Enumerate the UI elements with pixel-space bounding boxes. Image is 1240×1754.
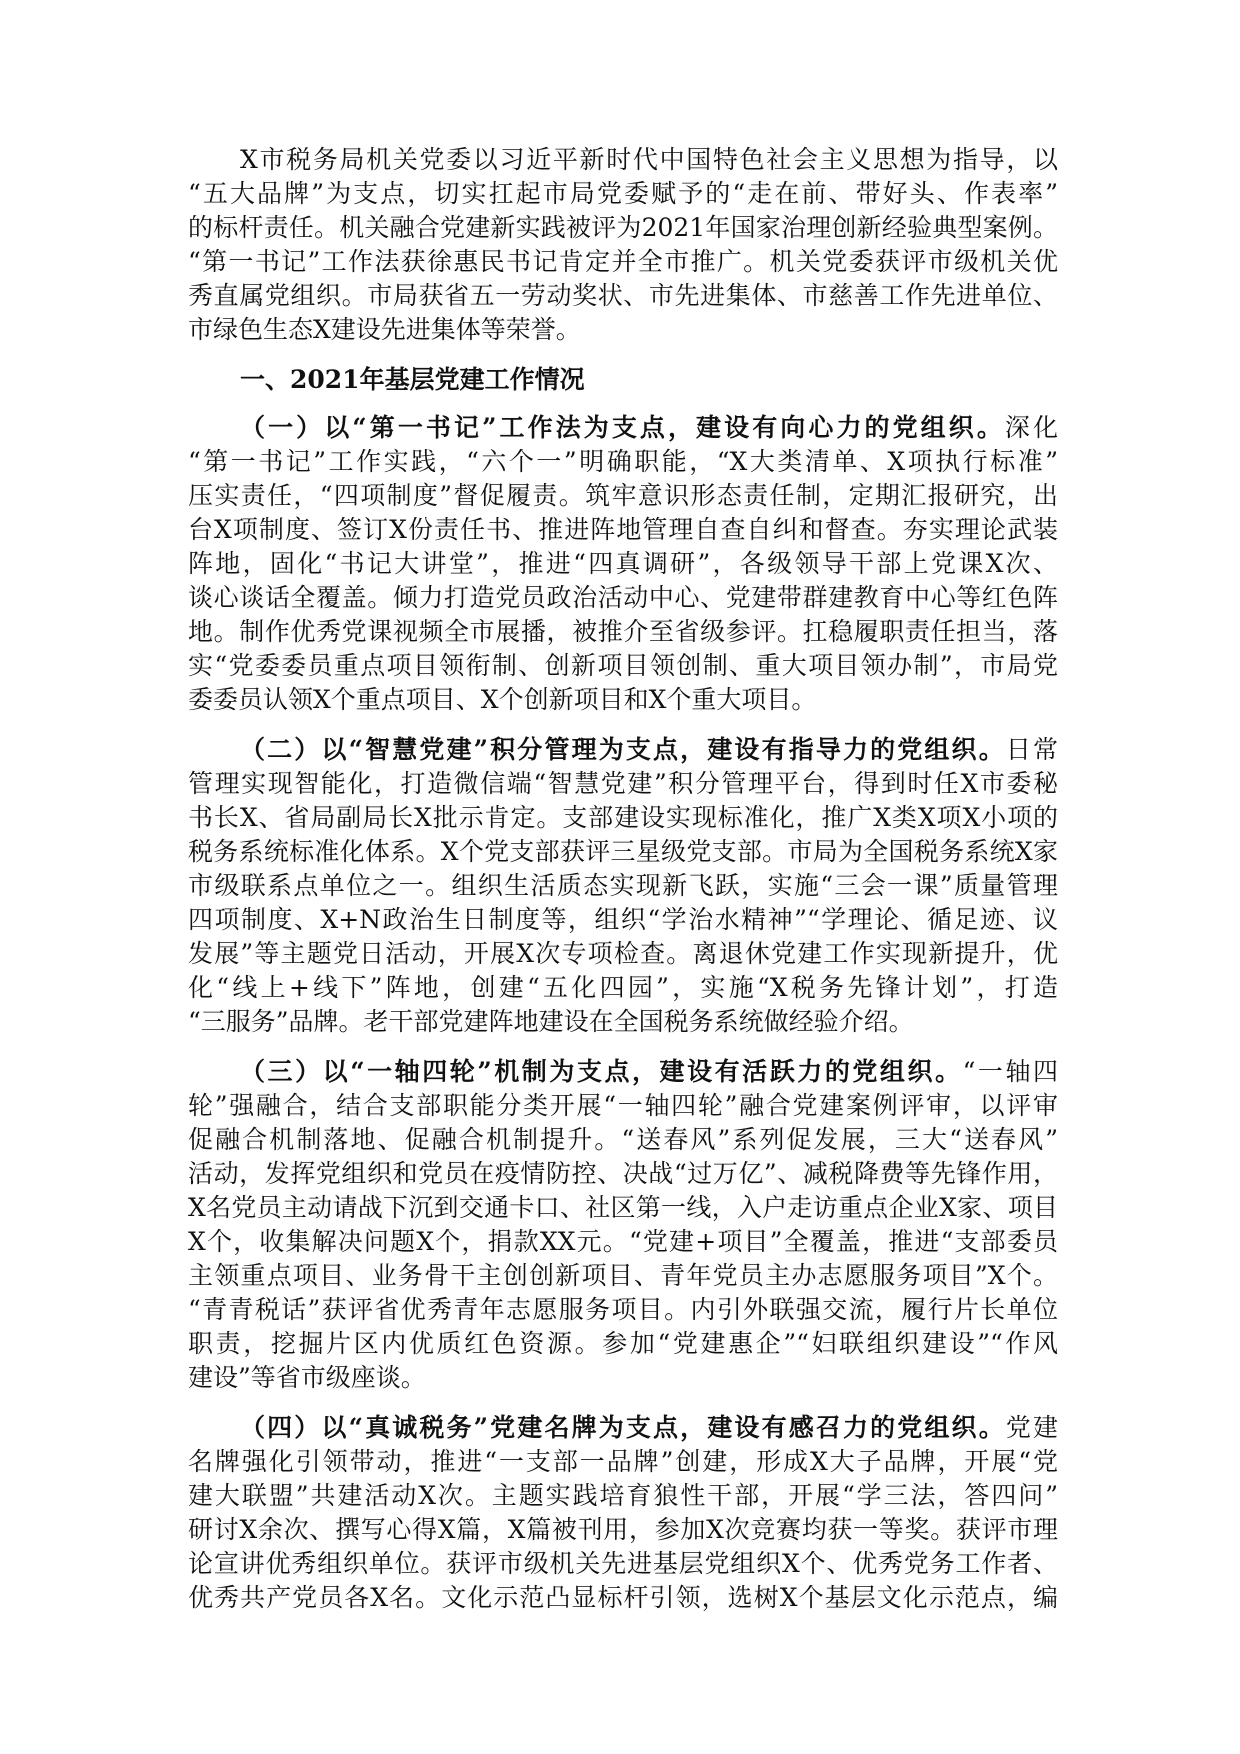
text-line: 台X项制度、签订X份责任书、推进阵地管理自查自纠和督查。夯实理论武装 [188, 515, 1058, 544]
text-line: 论宣讲优秀组织单位。获评市级机关先进基层党组织X个、优秀党务工作者、 [188, 1549, 1058, 1578]
subsection-first-line [188, 733, 1058, 767]
subsection-title: （三）以“一轴四轮”机制为支点，建设有活跃力的党组织。 [240, 1057, 963, 1086]
text-line: 研讨X余次、撰写心得X篇，X篇被刊用，参加X次竞赛均获一等奖。获评市理 [188, 1515, 1058, 1544]
subsection-2 [188, 733, 1058, 1039]
subsection-first-line-rest: 日常 [1005, 735, 1058, 764]
intro-paragraph [188, 143, 1058, 347]
text-line: X市税务局机关党委以习近平新时代中国特色社会主义思想为指导，以 [240, 145, 1058, 174]
section-heading [188, 363, 1058, 397]
text-line: X名党员主动请战下沉到交通卡口、社区第一线，入户走访重点企业X家、项目 [188, 1193, 1058, 1222]
text-line: 的标杆责任。机关融合党建新实践被评为2021年国家治理创新经验典型案例。 [188, 213, 1058, 242]
text-line: 轮”强融合，结合支部职能分类开展“一轴四轮”融合党建案例评审，以评审 [188, 1091, 1058, 1120]
text-line: 职责，挖掘片区内优质红色资源。参加“党建惠企”“妇联组织建设”“作风 [188, 1329, 1058, 1358]
text-line: 建大联盟”共建活动X次。主题实践培育狼性干部，开展“学三法，答四问” [188, 1481, 1058, 1510]
subsection-first-line [188, 1411, 1058, 1445]
text-line: “三服务”品牌。老干部党建阵地建设在全国税务系统做经验介绍。 [188, 1007, 914, 1036]
subsection-3 [188, 1055, 1058, 1395]
text-line: 市绿色生态X建设先进集体等荣誉。 [188, 315, 581, 344]
text-line: 秀直属党组织。市局获省五一劳动奖状、市先进集体、市慈善工作先进单位、 [188, 281, 1058, 310]
subsection-4 [188, 1411, 1058, 1615]
text-line: 活动，发挥党组织和党员在疫情防控、决战“过万亿”、减税降费等先锋作用， [188, 1159, 1058, 1188]
text-line: “青青税话”获评省优秀青年志愿服务项目。内引外联强交流，履行片长单位 [188, 1295, 1058, 1324]
text-line: 谈心谈话全覆盖。倾力打造党员政治活动中心、党建带群建教育中心等红色阵 [188, 583, 1058, 612]
text-line: “第一书记”工作法获徐惠民书记肯定并全市推广。机关党委获评市级机关优 [188, 247, 1058, 276]
text-line: 化“线上+线下”阵地，创建“五化四园”，实施“X税务先锋计划”，打造 [188, 973, 1058, 1002]
text-line: 书长X、省局副局长X批示肯定。支部建设实现标准化，推广X类X项X小项的 [188, 803, 1058, 832]
text-line: “五大品牌”为支点，切实扛起市局党委赋予的“走在前、带好头、作表率” [188, 179, 1058, 208]
text-line: 税务系统标准化体系。X个党支部获评三星级党支部。市局为全国税务系统X家 [188, 837, 1058, 866]
text-line: 实“党委委员重点项目领衔制、创新项目领创制、重大项目领办制”，市局党 [188, 651, 1058, 680]
subsection-title: （二）以“智慧党建”积分管理为支点，建设有指导力的党组织。 [240, 735, 1006, 764]
text-line: 优秀共产党员各X名。文化示范凸显标杆引领，选树X个基层文化示范点，编 [188, 1583, 1058, 1612]
text-line: 四项制度、X+N政治生日制度等，组织“学治水精神”“学理论、循足迹、议 [188, 905, 1058, 934]
subsection-first-line [188, 411, 1058, 445]
text-line: “第一书记”工作实践，“六个一”明确职能，“X大类清单、X项执行标准” [188, 447, 1058, 476]
text-line: 地。制作优秀党课视频全市展播，被推介至省级参评。扛稳履职责任担当，落 [188, 617, 1058, 646]
subsection-title: （四）以“真诚税务”党建名牌为支点，建设有感召力的党组织。 [240, 1413, 1006, 1442]
document-body [188, 143, 1058, 1631]
text-line: 发展”等主题党日活动，开展X次专项检查。离退休党建工作实现新提升，优 [188, 939, 1058, 968]
text-line: 阵地，固化“书记大讲堂”，推进“四真调研”，各级领导干部上党课X次、 [188, 549, 1058, 578]
subsection-first-line [188, 1055, 1058, 1089]
subsection-title: （一）以“第一书记”工作法为支点，建设有向心力的党组织。 [240, 413, 1005, 442]
text-line: 主领重点项目、业务骨干主创创新项目、青年党员主办志愿服务项目”X个。 [188, 1261, 1058, 1290]
section-heading-text: 一、2021年基层党建工作情况 [240, 365, 585, 394]
text-line: 促融合机制落地、促融合机制提升。“送春风”系列促发展，三大“送春风” [188, 1125, 1058, 1154]
text-line: X个，收集解决问题X个，捐款XX元。“党建+项目”全覆盖，推进“支部委员 [188, 1227, 1058, 1256]
subsection-first-line-rest: 深化 [1004, 413, 1058, 442]
text-line: 建设”等省市级座谈。 [188, 1363, 426, 1392]
text-line: 压实责任，“四项制度”督促履责。筑牢意识形态责任制，定期汇报研究，出 [188, 481, 1058, 510]
text-line: 管理实现智能化，打造微信端“智慧党建”积分管理平台，得到时任X市委秘 [188, 769, 1058, 798]
text-line: 名牌强化引领带动，推进“一支部一品牌”创建，形成X大子品牌，开展“党 [188, 1447, 1058, 1476]
text-line: 市级联系点单位之一。组织生活质态实现新飞跃，实施“三会一课”质量管理 [188, 871, 1058, 900]
subsection-1 [188, 411, 1058, 717]
text-line: 委委员认领X个重点项目、X个创新项目和X个重大项目。 [188, 685, 817, 714]
subsection-first-line-rest: “一轴四 [962, 1057, 1059, 1086]
subsection-first-line-rest: 党建 [1005, 1413, 1058, 1442]
